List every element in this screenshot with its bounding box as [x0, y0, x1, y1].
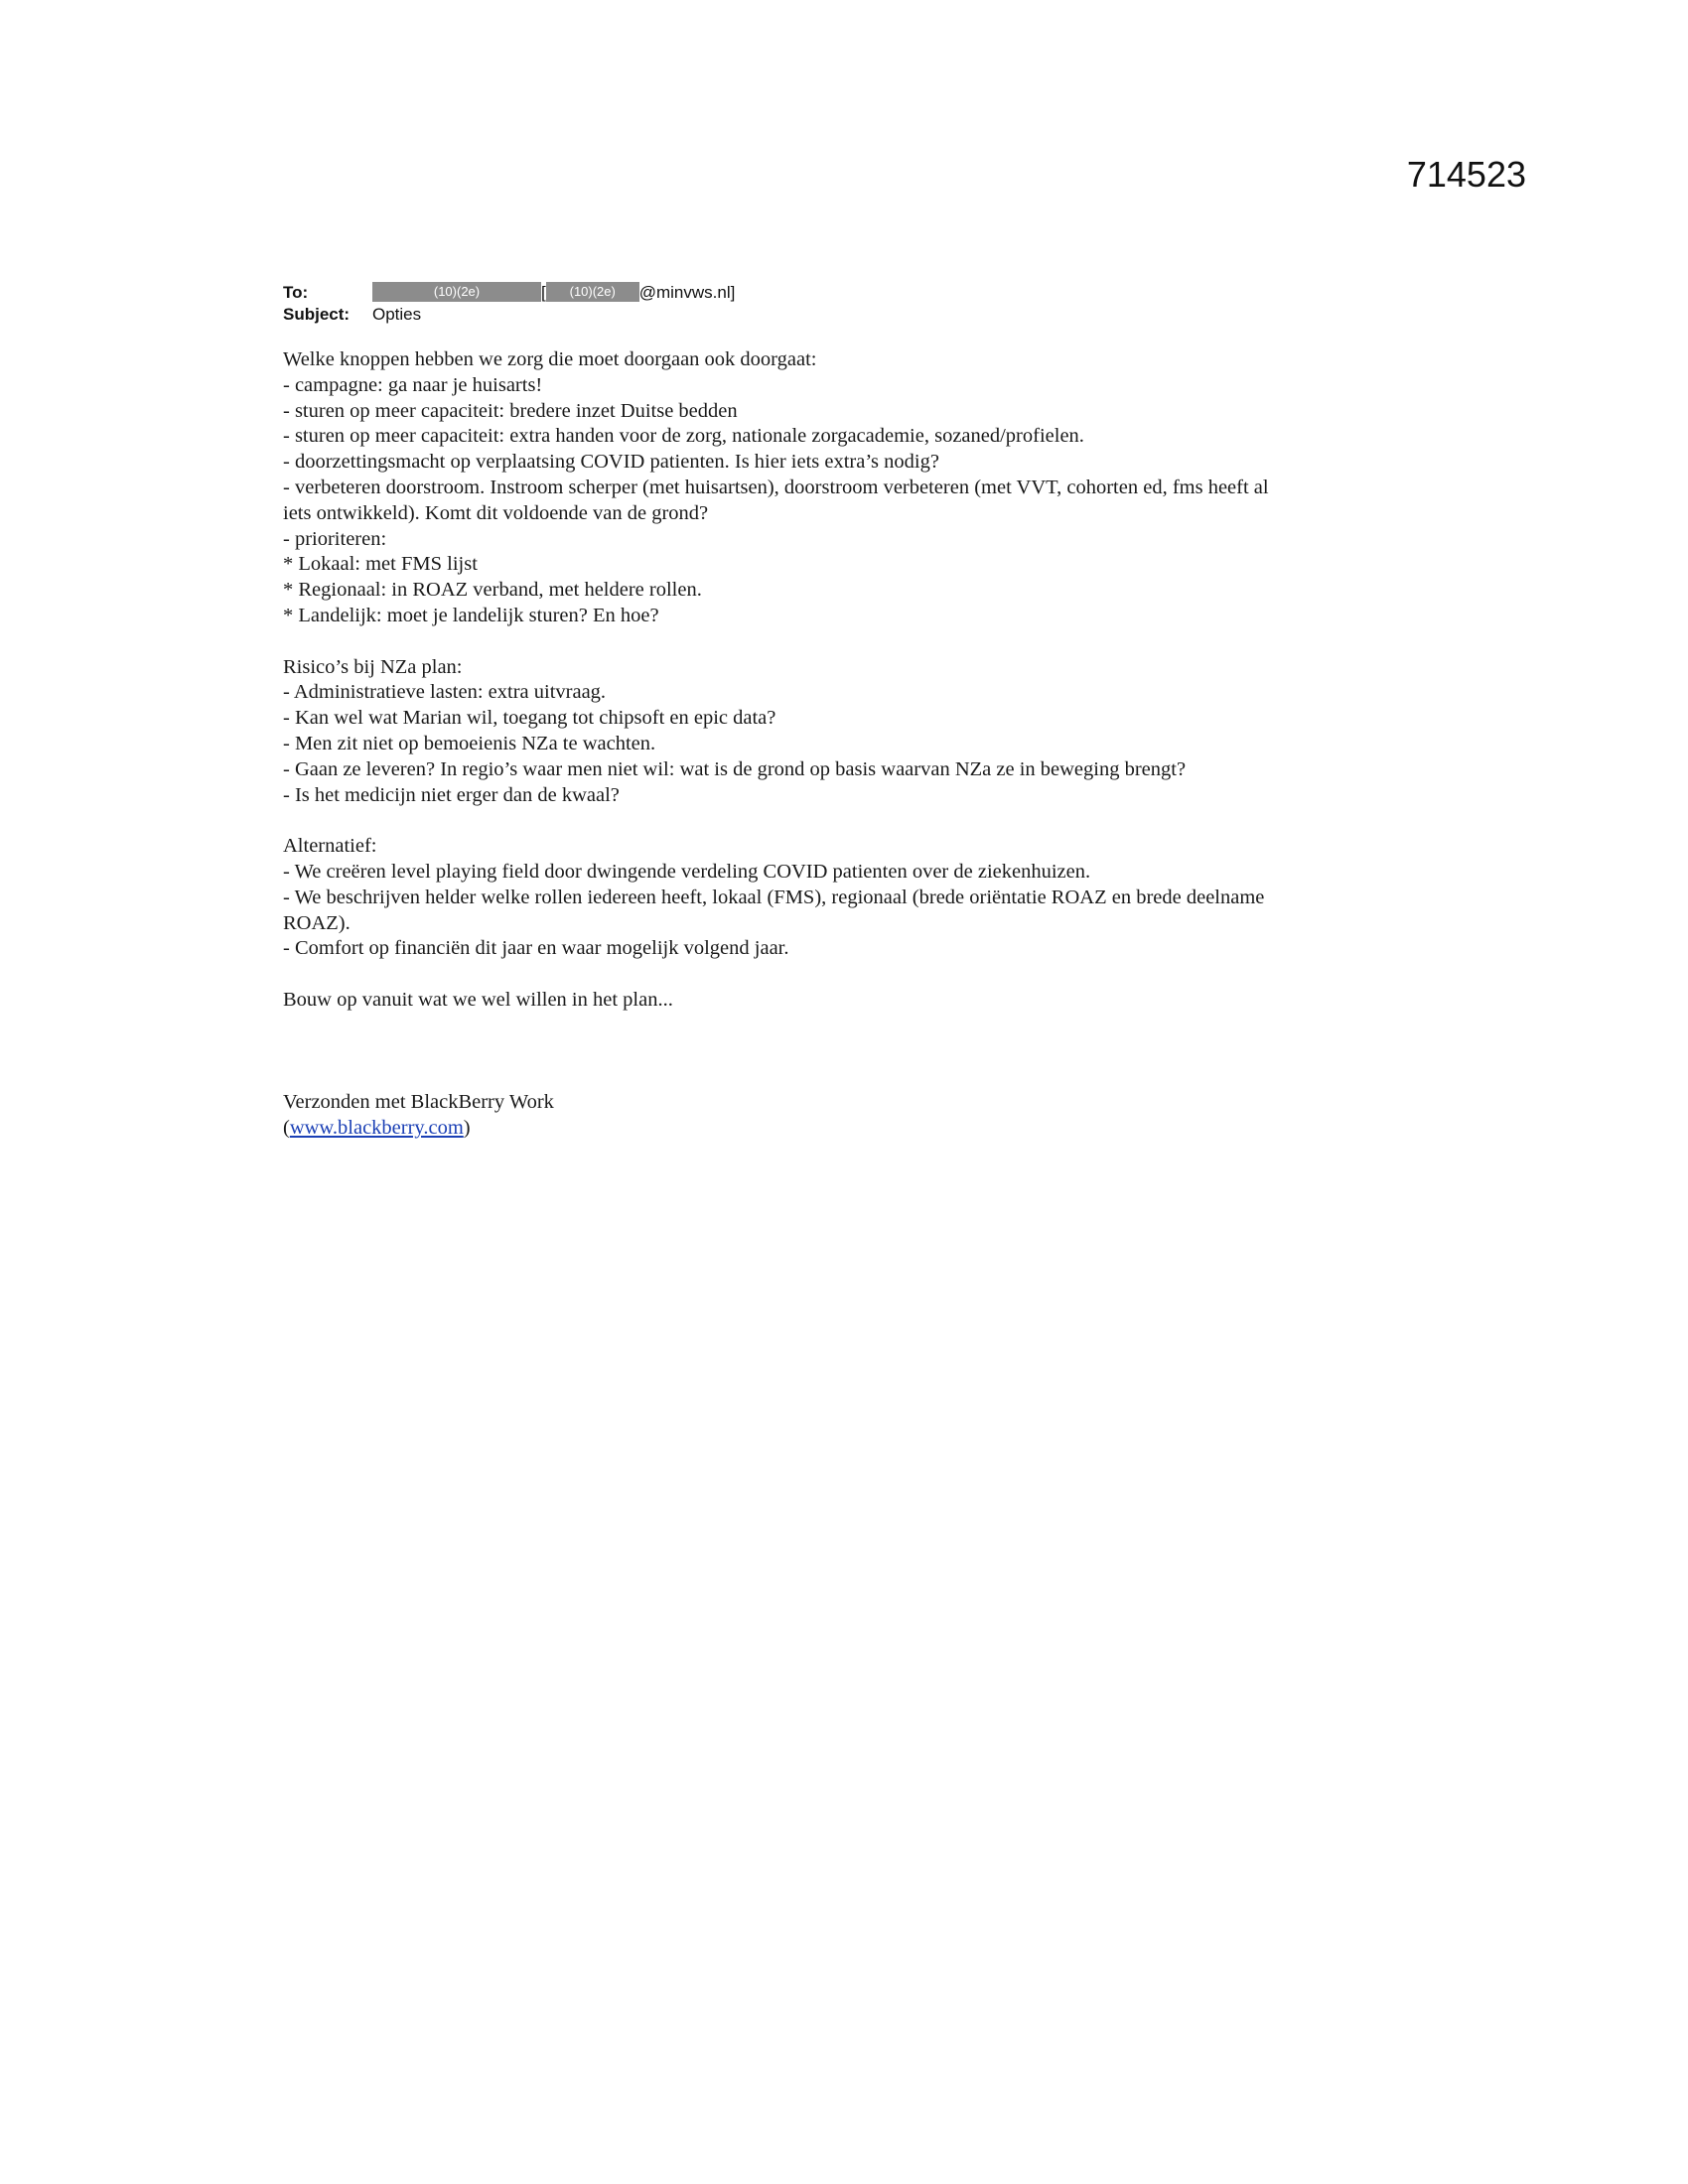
body-line: - Is het medicijn niet erger dan de kwaal?	[283, 783, 620, 806]
to-value	[372, 282, 735, 304]
subject-label: Subject:	[283, 305, 351, 324]
body-line: - Gaan ze leveren? In regio’s waar men niet wil: wat is de grond op basis waarvan NZa ze in beweging brengt?	[283, 757, 1187, 780]
body-line: - sturen op meer capaciteit: extra handen voor de zorg, nationale zorgacademie, sozaned/profielen.	[283, 425, 1084, 448]
to-label: To:	[283, 283, 309, 302]
blank-line	[283, 1014, 1385, 1039]
closing-section	[283, 988, 1385, 1014]
risks-section	[283, 655, 1385, 809]
body-line: * Landelijk: moet je landelijk sturen? En hoe?	[283, 604, 659, 626]
body-line: - We creëren level playing field door dwingende verdeling COVID patienten over de ziekenhuizen.	[283, 860, 1091, 883]
blank-line	[283, 962, 1385, 988]
body-line: - sturen op meer capaciteit: bredere inzet Duitse bedden	[283, 399, 738, 422]
email-body	[283, 347, 1385, 1142]
blackberry-link[interactable]: www.blackberry.com	[289, 1116, 464, 1139]
document-number: 714523	[1406, 154, 1526, 195]
signature-link-line	[283, 1116, 1385, 1142]
body-line: - campagne: ga naar je huisarts!	[283, 373, 543, 396]
body-line: Welke knoppen hebben we zorg die moet doorgaan ook doorgaat:	[283, 348, 817, 370]
body-line: Risico’s bij NZa plan:	[283, 655, 463, 678]
body-line: * Regionaal: in ROAZ verband, met heldere rollen.	[283, 579, 702, 602]
body-line: - prioriteren:	[283, 527, 387, 550]
body-line: - We beschrijven helder welke rollen iedereen heeft, lokaal (FMS), regionaal (brede oriëntatie ROAZ en brede deelname	[283, 886, 1265, 908]
to-domain: @minvws.nl]	[638, 283, 736, 302]
body-line: - Comfort op financiën dit jaar en waar mogelijk volgend jaar.	[283, 937, 789, 960]
closing-line: Bouw op vanuit wat we wel willen in het plan...	[283, 988, 673, 1011]
body-line: - verbeteren doorstroom. Instroom scherper (met huisartsen), doorstroom verbeteren (met VVT, cohorten ed, fms heeft al	[283, 476, 1269, 498]
body-line: iets ontwikkeld). Komt dit voldoende van de grond?	[283, 501, 709, 524]
redaction-box: (10)(2e)	[546, 282, 639, 302]
alternative-section	[283, 834, 1385, 962]
body-line: - doorzettingsmacht op verplaatsing COVID patienten. Is hier iets extra’s nodig?	[283, 451, 939, 474]
to-bracket: [	[541, 283, 546, 302]
options-section	[283, 347, 1385, 629]
body-line: - Kan wel wat Marian wil, toegang tot chipsoft en epic data?	[283, 707, 776, 730]
subject-value: Opties	[372, 305, 422, 324]
paren-open: (	[283, 1116, 290, 1139]
signature	[283, 1090, 1385, 1142]
body-line: ROAZ).	[283, 911, 351, 934]
blank-line	[283, 629, 1385, 655]
body-line: * Lokaal: met FMS lijst	[283, 553, 478, 576]
blank-line	[283, 808, 1385, 834]
body-line: Alternatief:	[283, 835, 377, 858]
blank-line	[283, 1039, 1385, 1065]
blank-line	[283, 1064, 1385, 1090]
body-line: - Men zit niet op bemoeienis NZa te wachten.	[283, 732, 656, 754]
redaction-box: (10)(2e)	[372, 282, 541, 302]
body-line: - Administratieve lasten: extra uitvraag.	[283, 681, 607, 704]
paren-close: )	[463, 1116, 471, 1139]
signature-line: Verzonden met BlackBerry Work	[283, 1091, 554, 1114]
